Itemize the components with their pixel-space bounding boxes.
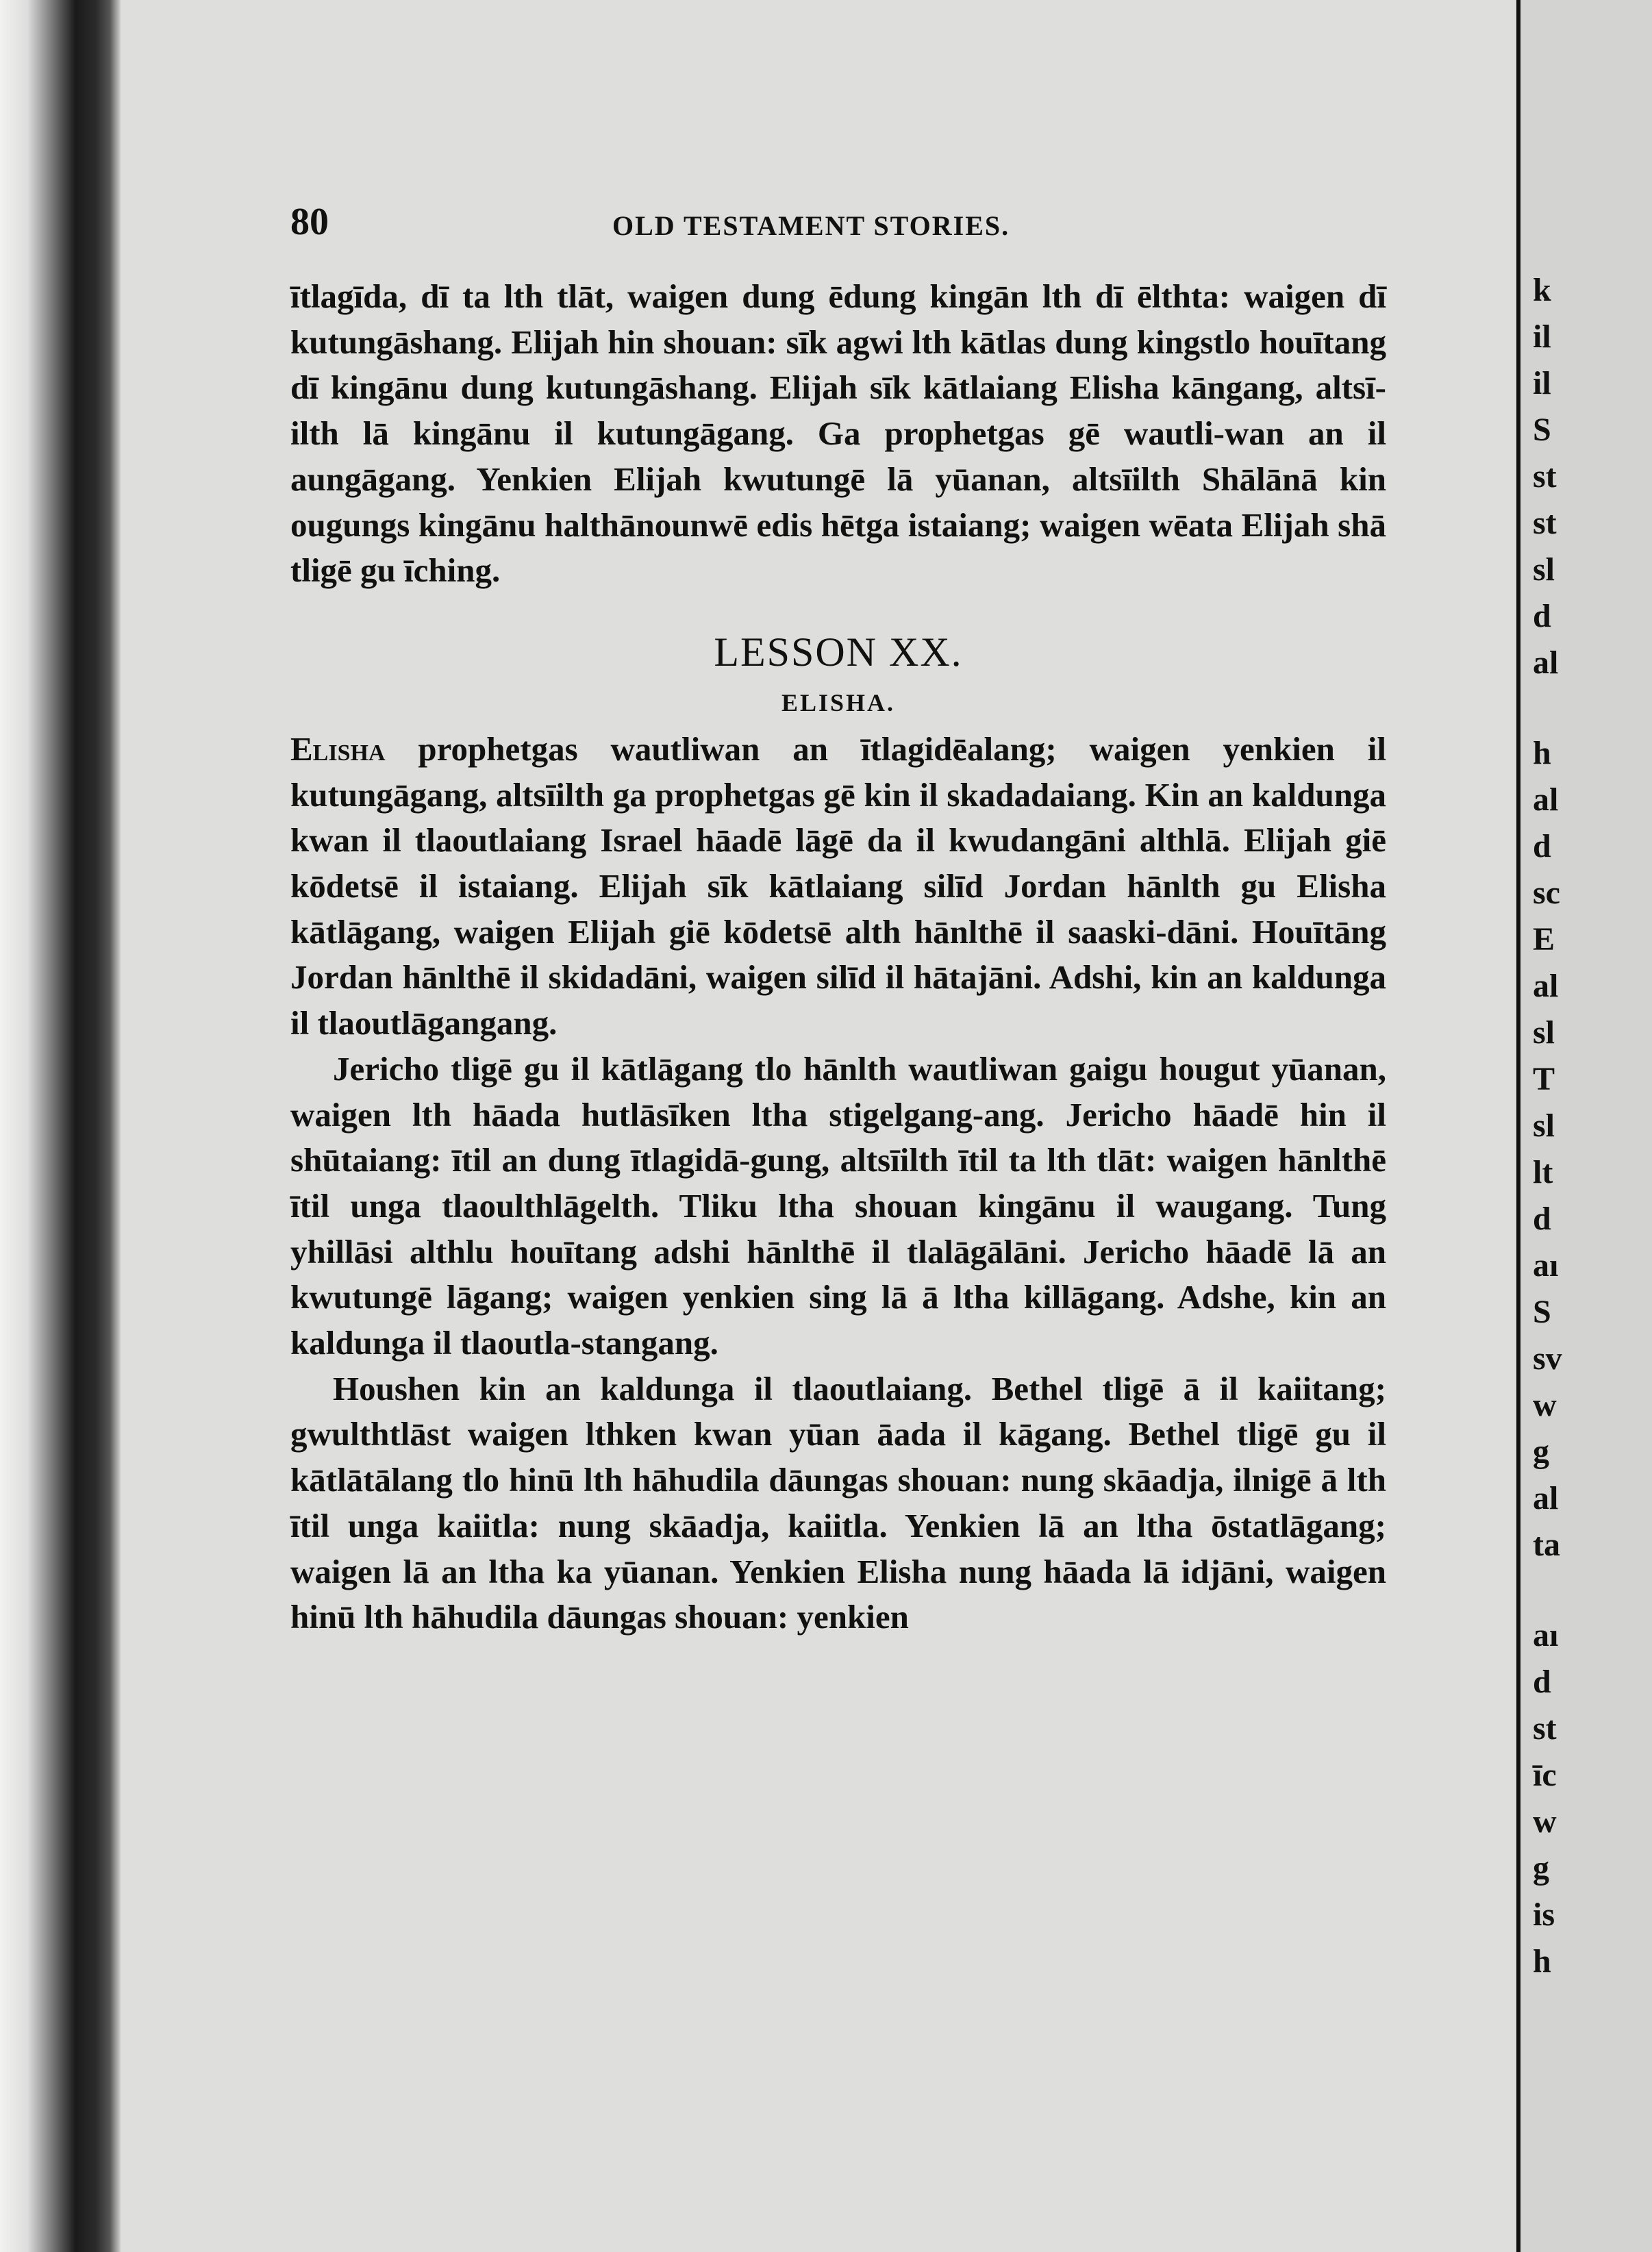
opening-paragraph: ītlagīda, dī ta lth tlāt, waigen dung ēdung kingān lth dī ēlthta: waigen dī kutungāshang. Elijah hin shouan: sīk agwi lth kātlas dung kingstlo houītang dī kingānu dung kutungāshang. Elijah sīk kātlaiang Elisha kāngang, altsī-ilth lā kingānu il kutungāgang. Ga prophetgas gē wautli-wan an il aungāgang. Yenkien Elijah kwutungē lā yūanan, altsīilth Shālānā kin ougungs kingānu halthānounwē edis hētga istaiang; waigen wēata Elijah shā tligē gu īching. — [290, 277, 1386, 590]
running-title: OLD TESTAMENT STORIES. — [612, 210, 1010, 241]
next-page-fragment: d — [1533, 598, 1551, 634]
next-page-fragment: il — [1533, 318, 1551, 355]
lesson-title: LESSON XX. — [714, 629, 963, 675]
page-header — [290, 200, 1386, 249]
next-page-fragment: al — [1533, 781, 1559, 818]
paragraph-3 — [290, 1366, 1386, 1640]
next-page-fragment: k — [1533, 272, 1551, 308]
next-page-fragment: sl — [1533, 551, 1555, 588]
next-page-fragment: sl — [1533, 1014, 1555, 1051]
body-text — [290, 274, 1386, 1640]
next-page-fragment: aı — [1533, 1617, 1559, 1653]
next-page-fragment: st — [1533, 1710, 1557, 1747]
next-page-fragment: g — [1533, 1434, 1549, 1470]
next-page-fragment: E — [1533, 921, 1555, 958]
next-page-fragment: sc — [1533, 875, 1560, 911]
paragraph-text: Houshen kin an kaldunga il tlaoutlaiang. Bethel tligē ā il kaiitang; gwulthtlāst waigen lthken kwan yūan āada il kāgang. Bethel tligē gu il kātlātālang tlo hinū lth hāhudila dāungas shouan: nung skāadja, ilnigē ā lth ītil unga kaiitla: nung skāadja, kaiitla. Yenkien lā an ltha ōstatlāgang; waigen lā an ltha ka yūanan. Yenkien Elisha nung hāada lā idjāni, waigen hinū lth hāhudila dāungas shouan: yenkien — [290, 1369, 1386, 1636]
next-page-sliver — [1520, 0, 1652, 2252]
next-page-fragment: d — [1533, 828, 1551, 864]
next-page-fragment: sv — [1533, 1340, 1562, 1377]
next-page-fragment: īc — [1533, 1757, 1557, 1793]
next-page-fragment: lt — [1533, 1154, 1553, 1190]
next-page-fragment: al — [1533, 968, 1559, 1004]
next-page-fragment: ta — [1533, 1527, 1560, 1563]
next-page-fragment: al — [1533, 645, 1559, 681]
next-page-fragment: il — [1533, 365, 1551, 401]
paragraph-1 — [290, 727, 1386, 1047]
next-page-fragment: w — [1533, 1803, 1557, 1840]
next-page-fragment: al — [1533, 1480, 1559, 1516]
page-number: 80 — [290, 201, 329, 243]
next-page-fragment: S — [1533, 412, 1551, 448]
paragraph-text: Jericho tligē gu il kātlāgang tlo hānlth wautliwan gaigu hougut yūanan, waigen lth hāada hutlāsīken ltha stigelgang-ang. Jericho hāadē hin il shūtaiang: ītil an dung ītlagidā-gung, altsīilth ītil ta lth tlāt: waigen hānlthē ītil unga tlaoulthlāgelth. Tliku ltha shouan kingānu il waugang. Tung yhillāsi althlu houītang adshi hānlthē il tlalāgālāni. Jericho hāadē lā an kwutungē lāgang; waigen yenkien sing lā ā ltha killāgang. Adshe, kin an kaldunga il tlaoutla-stangang. — [290, 1049, 1386, 1362]
next-page-fragment: w — [1533, 1387, 1557, 1423]
next-page-fragment: d — [1533, 1201, 1551, 1237]
next-page-fragment: h — [1533, 735, 1551, 771]
next-page-fragment: aı — [1533, 1247, 1559, 1284]
next-page-fragment: sl — [1533, 1108, 1555, 1144]
next-page-fragment: is — [1533, 1897, 1555, 1933]
next-page-fragment: S — [1533, 1294, 1551, 1330]
next-page-fragment: h — [1533, 1943, 1551, 1979]
next-page-fragment: d — [1533, 1664, 1551, 1700]
paragraph-2 — [290, 1047, 1386, 1366]
next-page-fragment: st — [1533, 505, 1557, 541]
book-spine-gutter — [0, 0, 121, 2252]
lesson-subtitle: ELISHA. — [781, 688, 896, 716]
next-page-fragment: g — [1533, 1850, 1549, 1886]
next-page-fragment: T — [1533, 1061, 1555, 1097]
next-page-fragment: st — [1533, 458, 1557, 495]
paragraph-text: prophetgas wautliwan an ītlagidēalang; waigen yenkien il kutungāgang, altsīilth ga prophetgas gē kin il skadadaiang. Kin an kaldunga kwan il tlaoutlaiang Israel hāadē lāgē da il kwudangāni althlā. Elijah giē kōdetsē il istaiang. Elijah sīk kātlaiang silīd Jordan hānlth gu Elisha kātlāgang, waigen Elijah giē kōdetsē alth hānlthē il saaski-dāni. Houītāng Jordan hānlthē il skidadāni, waigen silīd il hātajāni. Adshi, kin an kaldunga il tlaoutlāgangang. — [290, 729, 1386, 1042]
paragraph-lead-word: Elisha — [290, 729, 386, 768]
